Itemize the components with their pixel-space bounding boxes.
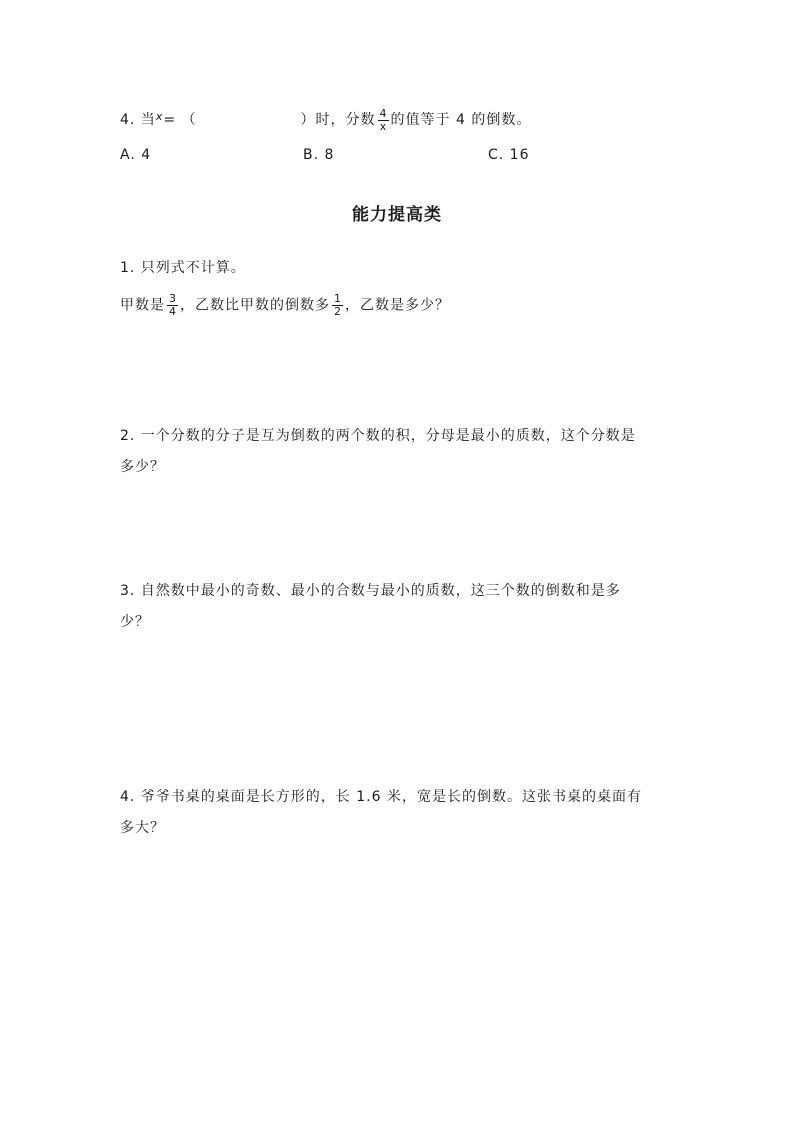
p1-fraction-2-numerator: 1 — [334, 292, 341, 305]
problem-3-line-2: 少？ — [120, 614, 150, 630]
q4-fraction — [378, 108, 389, 133]
p1-fraction-2 — [332, 293, 343, 318]
p1-text-b: ，乙数比甲数的倒数多 — [180, 297, 330, 314]
p1-fraction-1-numerator: 3 — [169, 292, 176, 305]
problem-2-line-1: 2. 一个分数的分子是互为倒数的两个数的积，分母是最小的质数，这个分数是 — [120, 428, 636, 444]
p1-text-a: 甲数是 — [120, 297, 165, 314]
problem-2-line-2: 多少？ — [120, 459, 165, 475]
option-a[interactable]: A. 4 — [120, 147, 152, 163]
p1-fraction-2-denominator: 2 — [334, 305, 341, 318]
q4-suffix: 的值等于 4 的倒数。 — [390, 112, 532, 128]
q4-paren-close: ）时，分数 — [300, 112, 376, 128]
section-title: 能力提高类 — [352, 205, 442, 225]
q4-equals: = （ — [163, 112, 197, 128]
p1-fraction-1-denominator: 4 — [169, 305, 176, 318]
q4-fraction-numerator: 4 — [379, 106, 387, 120]
problem-4-line-2: 多大？ — [120, 820, 165, 836]
p1-text-c: ，乙数是多少？ — [345, 297, 450, 314]
problem-3-line-1: 3. 自然数中最小的奇数、最小的合数与最小的质数，这三个数的倒数和是多 — [120, 583, 621, 599]
problem-1-body — [120, 293, 450, 318]
choice-question-4 — [120, 107, 531, 133]
problem-4-line-1: 4. 爷爷书桌的桌面是长方形的，长 1.6 米，宽是长的倒数。这张书桌的桌面有 — [120, 789, 642, 805]
q4-variable: x — [155, 110, 164, 123]
q4-fraction-denominator: x — [379, 119, 387, 133]
option-b[interactable]: B. 8 — [303, 147, 335, 163]
p1-fraction-1 — [167, 293, 178, 318]
problem-1-title: 1. 只列式不计算。 — [120, 260, 246, 276]
q4-prefix: 4. 当 — [120, 112, 156, 128]
option-c[interactable]: C. 16 — [488, 147, 530, 163]
